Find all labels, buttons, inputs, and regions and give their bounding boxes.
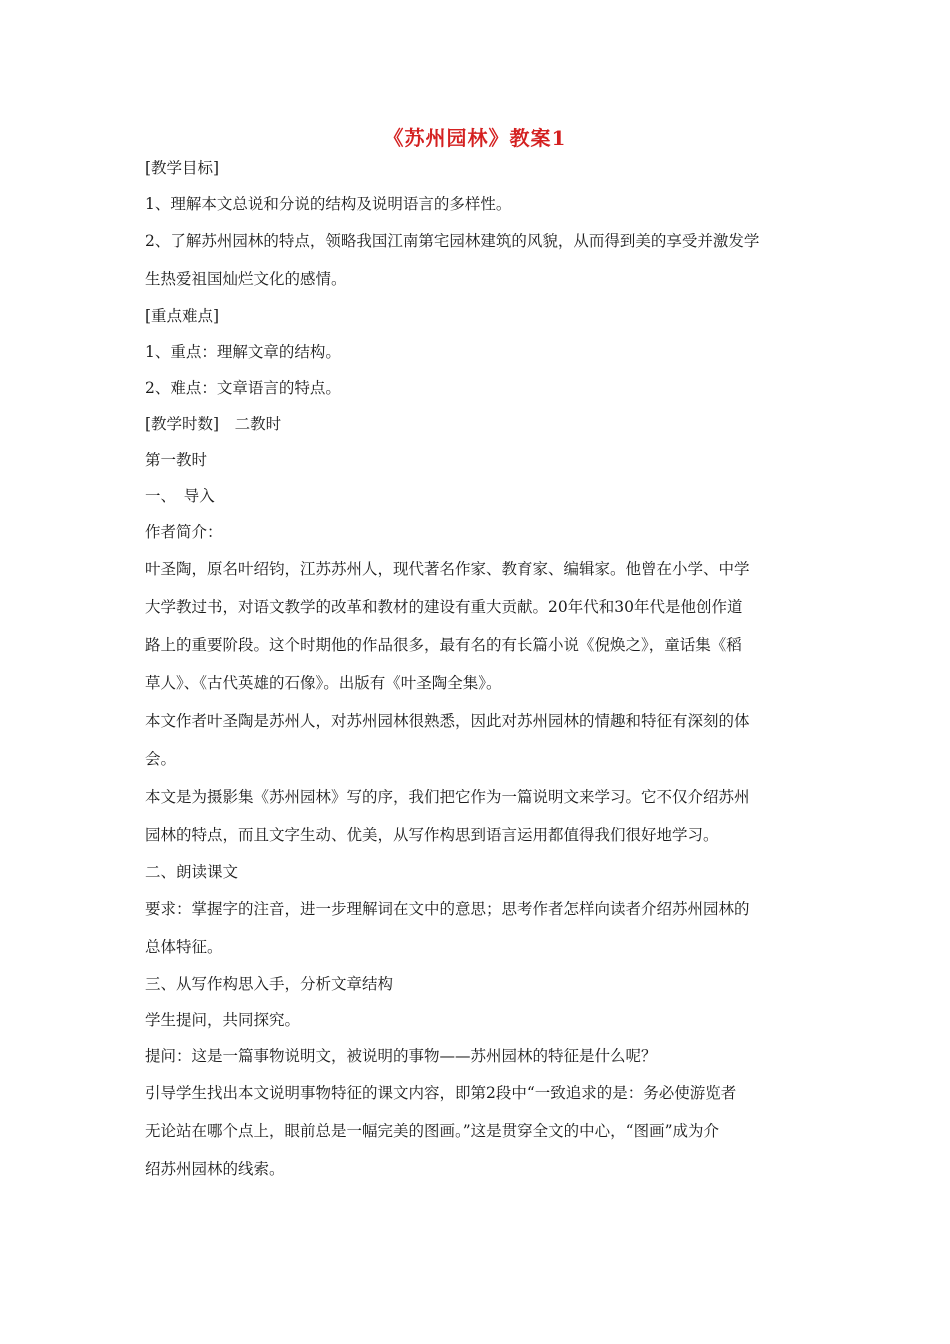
paragraph-line: 1、理解本文总说和分说的结构及说明语言的多样性。 bbox=[145, 195, 512, 213]
section-heading: [重点难点] bbox=[145, 307, 220, 325]
paragraph-line: 第一教时 bbox=[145, 451, 208, 469]
paragraph-line: 1、重点：理解文章的结构。 bbox=[145, 343, 341, 361]
section-heading: 一、 导入 bbox=[145, 487, 215, 505]
paragraph-line: 引导学生找出本文说明事物特征的课文内容，即第2段中“一致追求的是：务必使游览者 bbox=[145, 1084, 737, 1102]
document-title: 《苏州园林》教案1 bbox=[383, 126, 567, 150]
paragraph-line: 无论站在哪个点上，眼前总是一幅完美的图画。”这是贯穿全文的中心，“图画”成为介 bbox=[145, 1122, 720, 1140]
paragraph-line: 要求：掌握字的注音，进一步理解词在文中的意思；思考作者怎样向读者介绍苏州园林的 bbox=[145, 900, 750, 918]
paragraph-line: 本文作者叶圣陶是苏州人，对苏州园林很熟悉，因此对苏州园林的情趣和特征有深刻的体 bbox=[145, 712, 750, 730]
paragraph-line: 叶圣陶，原名叶绍钧，江苏苏州人，现代著名作家、教育家、编辑家。他曾在小学、中学 bbox=[145, 560, 750, 578]
paragraph-line: 生热爱祖国灿烂文化的感情。 bbox=[145, 270, 347, 288]
paragraph-line: 会。 bbox=[145, 750, 177, 768]
paragraph-line: 草人》、《古代英雄的石像》。出版有《叶圣陶全集》。 bbox=[145, 674, 502, 692]
paragraph-line: 作者简介： bbox=[145, 523, 223, 541]
section-heading: 三、从写作构思入手，分析文章结构 bbox=[145, 975, 394, 993]
paragraph-line: 大学教过书，对语文教学的改革和教材的建设有重大贡献。20年代和30年代是他创作道 bbox=[145, 598, 743, 616]
section-heading: 二、朗读课文 bbox=[145, 863, 239, 881]
paragraph-line: 本文是为摄影集《苏州园林》写的序，我们把它作为一篇说明文来学习。它不仅介绍苏州 bbox=[145, 788, 750, 806]
paragraph-line: 路上的重要阶段。这个时期他的作品很多，最有名的有长篇小说《倪焕之》，童话集《稻 bbox=[145, 636, 742, 654]
section-heading: [教学目标] bbox=[145, 159, 220, 177]
document-body bbox=[145, 150, 810, 1188]
section-heading: [教学时数] 二教时 bbox=[145, 415, 282, 433]
paragraph-line: 2、了解苏州园林的特点，领略我国江南第宅园林建筑的风貌，从而得到美的享受并激发学 bbox=[145, 232, 760, 250]
paragraph-line: 园林的特点，而且文字生动、优美，从写作构思到语言运用都值得我们很好地学习。 bbox=[145, 826, 719, 844]
paragraph-line: 学生提问，共同探究。 bbox=[145, 1011, 301, 1029]
paragraph-line: 提问：这是一篇事物说明文，被说明的事物——苏州园林的特征是什么呢？ bbox=[145, 1047, 657, 1065]
paragraph-line: 2、难点：文章语言的特点。 bbox=[145, 379, 341, 397]
paragraph-line: 总体特征。 bbox=[145, 938, 223, 956]
paragraph-line: 绍苏州园林的线索。 bbox=[145, 1160, 285, 1178]
